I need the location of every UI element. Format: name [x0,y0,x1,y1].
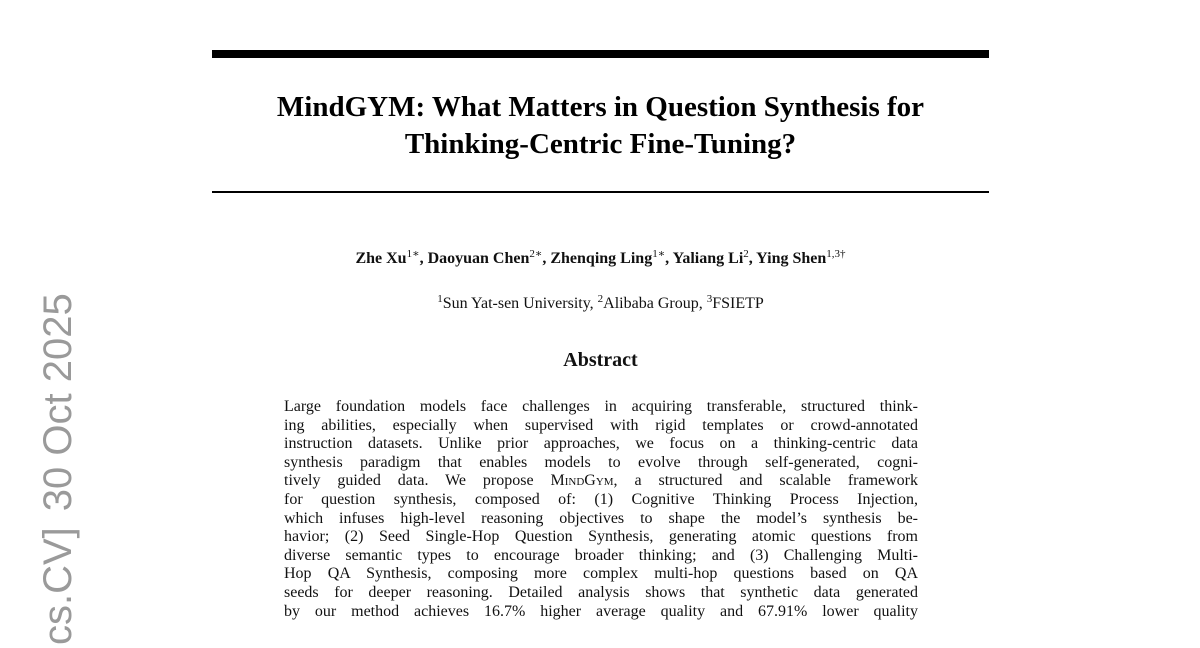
abstract-line: diverse semantic types to encourage broader thinking; and (3) Challenging Multi- [284,546,918,564]
author-affiliation-mark: 2 [743,247,749,260]
paper-title [212,89,989,163]
author-name: Zhenqing Ling [550,250,653,267]
author-separator: , [665,250,673,267]
affiliation-name: Sun Yat-sen University [442,295,590,312]
author-separator: , [542,250,551,267]
affiliation-name: FSIETP [712,295,764,312]
title-line: Thinking-Centric Fine-Tuning? [404,128,797,160]
author-name: Daoyuan Chen [427,250,530,267]
author-name: Ying Shen [756,250,827,267]
affiliation-list [212,294,989,314]
arxiv-watermark [28,0,88,648]
author-affiliation-mark: 2∗ [529,247,543,260]
author-separator: , [748,250,757,267]
abstract-text: tively guided data. We propose [284,472,551,490]
abstract-line [284,472,918,491]
arxiv-date: 30 Oct 2025 [36,293,80,512]
abstract-line: instruction datasets. Unlike prior approaches, we focus on a thinking-centric data [284,435,918,453]
title-line: MindGYM: What Matters in Question Synthesis for [276,91,925,123]
author-affiliation-mark: 1,3† [826,247,846,260]
arxiv-category: cs.CV] [36,527,80,645]
abstract-line: by our method achieves 16.7% higher average quality and 67.91% lower quality [284,602,918,620]
abstract-line: for question synthesis, composed of: (1) Cognitive Thinking Process Injection, [284,490,918,508]
affiliation-mark: 1 [437,292,443,305]
author-name: Yaliang Li [672,250,744,267]
abstract-body [284,398,918,621]
affiliation-name: Alibaba Group [603,295,699,312]
affiliation-mark: 3 [706,292,713,305]
author-affiliation-mark: 1∗ [652,247,666,260]
abstract-line: Large foundation models face challenges in acquiring transferable, structured think- [284,398,918,415]
framework-name: MindGym [550,472,614,490]
affiliation-separator: , [589,295,598,312]
abstract-line: ing abilities, especially when supervised with rigid templates or crowd-annotated [284,416,918,434]
affiliation-mark: 2 [597,292,604,305]
title-bottom-rule [212,191,989,193]
abstract-line: which infuses high-level reasoning objectives to shape the model’s synthesis be- [284,509,918,527]
abstract-line: seeds for deeper reasoning. Detailed analysis shows that synthetic data generated [284,583,918,601]
author-separator: , [419,250,428,267]
title-top-rule [212,50,989,58]
author-name: Zhe Xu [355,250,407,267]
abstract-text: , a structured and scalable framework [613,472,919,490]
abstract-line: Hop QA Synthesis, composing more complex multi-hop questions based on QA [284,565,918,583]
author-affiliation-mark: 1∗ [406,247,420,260]
abstract-heading: Abstract [563,349,638,371]
abstract-line: synthesis paradigm that enables models to evolve through self-generated, cogni- [284,453,918,471]
abstract-line: havior; (2) Seed Single-Hop Question Synthesis, generating atomic questions from [284,528,918,546]
affiliation-separator: , [698,295,707,312]
author-list [212,249,989,269]
